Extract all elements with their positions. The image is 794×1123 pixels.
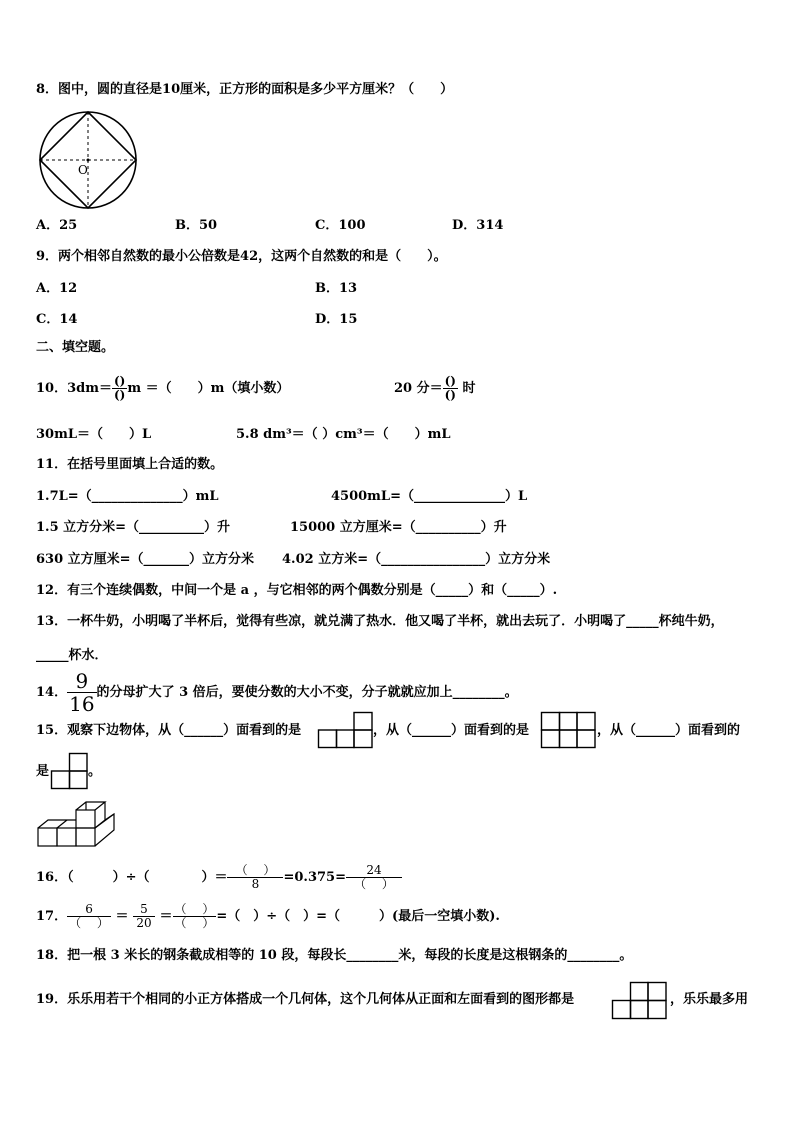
q19-post: ，乐乐最多用 <box>670 992 749 1007</box>
q10-a-mid: m ＝（ ）m（填小数） <box>127 381 290 396</box>
view-shape-1 <box>318 712 374 748</box>
q9-option-c[interactable]: C．14 <box>36 312 78 327</box>
view-shape-4 <box>612 982 668 1020</box>
q10-line2-left: 30mL＝（ ）L <box>36 427 152 442</box>
q10-line1-left <box>36 372 289 406</box>
q11-stem: 11．在括号里面填上合适的数。 <box>36 457 224 472</box>
q14-rest: 的分母扩大了 3 倍后，要使分数的大小不变，分子就就应加上________。 <box>96 685 518 700</box>
q8-option-a[interactable]: A．25 <box>36 218 78 233</box>
q10-a-fraction: $\frac{()}{()}$ <box>114 374 126 402</box>
q10-line1-right <box>394 372 476 406</box>
q8-stem: 8．图中，圆的直径是10厘米，正方形的面积是多少平方厘米？（ ） <box>36 82 454 97</box>
view-shape-2 <box>541 712 597 748</box>
cube-stack-figure <box>36 800 118 848</box>
q9-stem: 9．两个相邻自然数的最小公倍数是42，这两个自然数的和是（ ）。 <box>36 249 447 264</box>
q16-fraction-2: $\frac{24}{( )}$ <box>346 864 402 891</box>
q13-line2: _____杯水． <box>36 648 108 663</box>
q11-row3-left: 630 立方厘米=（_______）立方分米 <box>36 552 255 567</box>
q15-part2: ，从（______）面看到的是 <box>373 723 530 738</box>
q15-part1: 15．观察下边物体，从（______）面看到的是 <box>36 723 302 738</box>
q11-row2-right: 15000 立方厘米=（__________）升 <box>290 520 507 535</box>
q14-number: 14． <box>36 685 68 700</box>
q17-line: 17． $\frac{6}{( )}$ ＝ $\frac{5}{20}$ ＝ $\frac{( )}{( )}$ =（ ）÷（ ）=（ ）(最后一空填小数). <box>36 902 500 930</box>
q8-option-b[interactable]: B．50 <box>175 218 218 233</box>
q8-option-c[interactable]: C．100 <box>315 218 366 233</box>
q17-number: 17． <box>36 909 68 924</box>
q14-line <box>36 670 518 715</box>
q15-part4: 是 <box>36 764 50 779</box>
q18-text: 18．把一根 3 米长的钢条截成相等的 10 段，每段长________米，每段的长度是这根钢条的________。 <box>36 948 633 963</box>
q8-option-d[interactable]: D．314 <box>452 218 504 233</box>
q16-mid: =0.375= <box>283 870 346 885</box>
q16-pre: 16．（ ）÷（ ）＝ <box>36 870 228 885</box>
q17-equals: ＝ <box>159 909 173 924</box>
q10-b-pre: 20 分＝ <box>394 381 443 396</box>
center-label: O <box>78 163 88 177</box>
q17-fraction-1: $\frac{6}{( )}$ <box>69 902 109 930</box>
circle-square-figure <box>38 110 140 212</box>
view-shape-3 <box>51 753 89 789</box>
q13-line1: 13．一杯牛奶，小明喝了半杯后，觉得有些凉，就兑满了热水．他又喝了半杯，就出去玩了．小明喝了_____杯纯牛奶， <box>36 614 724 629</box>
section-heading: 二、填空题。 <box>36 340 115 355</box>
q15-part5: 。 <box>88 764 102 779</box>
q9-option-b[interactable]: B．13 <box>315 281 358 296</box>
q16-line <box>36 860 402 896</box>
q17-fraction-2: $\frac{5}{20}$ <box>133 903 155 930</box>
q10-a-pre: 3dm＝ <box>67 381 112 396</box>
q19-pre: 19．乐乐用若干个相同的小正方体搭成一个几何体，这个几何体从正面和左面看到的图形都是 <box>36 992 575 1007</box>
q11-row1-left: 1.7L=（______________）mL <box>36 489 219 504</box>
q16-fraction-1: $\frac{( )}{8}$ <box>227 864 283 891</box>
q17-rest: =（ ）÷（ ）=（ ）(最后一空填小数). <box>216 909 500 924</box>
q9-option-a[interactable]: A．12 <box>36 281 78 296</box>
q12-text: 12．有三个连续偶数，中间一个是 a ，与它相邻的两个偶数分别是（_____）和（_____）. <box>36 583 558 598</box>
q14-fraction: $\frac{9}{16}$ <box>69 669 95 716</box>
q9-option-d[interactable]: D．15 <box>315 312 358 327</box>
q11-row2-left: 1.5 立方分米=（__________）升 <box>36 520 231 535</box>
q10-number: 10． <box>36 381 68 396</box>
q17-fraction-3: $\frac{( )}{( )}$ <box>174 902 215 930</box>
q15-part3: ，从（______）面看到的 <box>597 723 741 738</box>
q10-line2-right: 5.8 dm³＝（ ）cm³＝（ ）mL <box>236 427 451 442</box>
q11-row3-right: 4.02 立方米=（________________）立方分米 <box>282 552 551 567</box>
q10-b-post: 时 <box>457 381 476 396</box>
q10-b-fraction: $\frac{()}{()}$ <box>444 374 456 402</box>
q11-row1-right: 4500mL=（______________）L <box>331 489 528 504</box>
